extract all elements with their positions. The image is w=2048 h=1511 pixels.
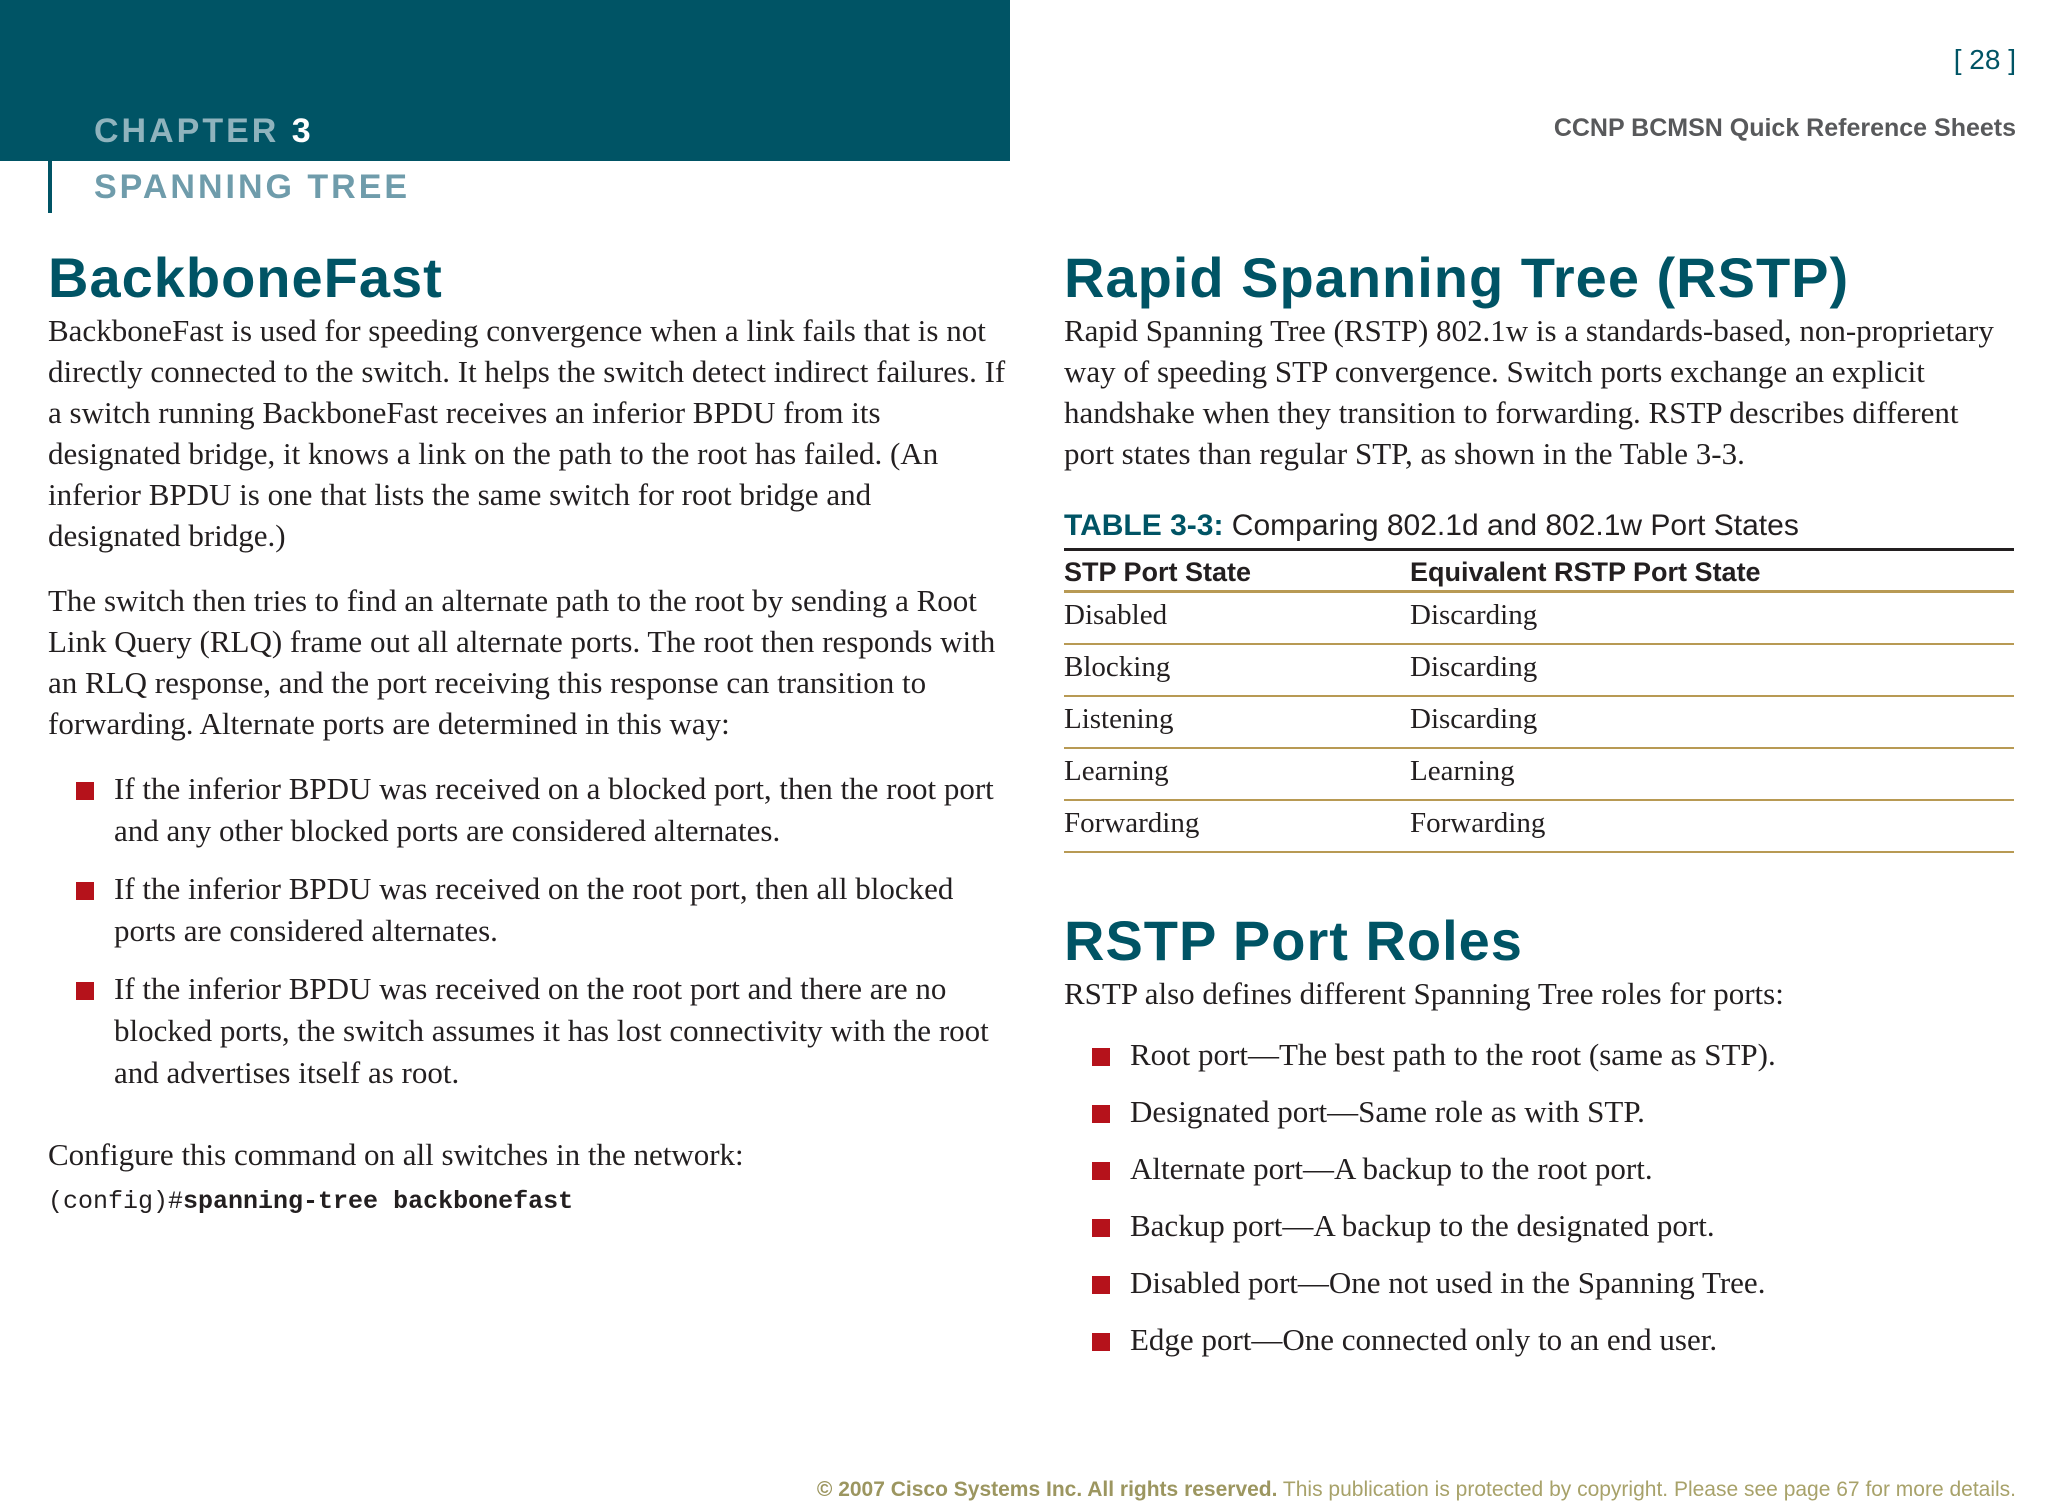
bullet-square-icon: [76, 982, 94, 1000]
left-column: [48, 246, 1008, 1219]
bullet-square-icon: [1092, 1105, 1110, 1123]
chapter-word: CHAPTER: [94, 112, 280, 150]
alternate-ports-list: [76, 768, 1008, 1094]
table-caption: [1064, 508, 2014, 544]
backbonefast-rlq: The switch then tries to find an alternate path to the root by sending a Root Link Query (RLQ) frame out all alternate ports. The root then responds with an RLQ response, and the port receiving this response can transition to forwarding. Alternate ports are determined in this way:: [48, 583, 996, 741]
bullet-square-icon: [1092, 1219, 1110, 1237]
copyright-text: © 2007 Cisco Systems Inc. All rights reserved.: [816, 1478, 1278, 1501]
rstp-roles-intro: RSTP also defines different Spanning Tree roles for ports:: [1064, 975, 1784, 1011]
list-item: Backup port—A backup to the designated port.: [1092, 1205, 2014, 1247]
rstp-heading: Rapid Spanning Tree (RSTP): [1064, 246, 1850, 309]
chapter-label: [94, 112, 314, 151]
bullet-square-icon: [1092, 1162, 1110, 1180]
list-item: Edge port—One connected only to an end user.: [1092, 1319, 2014, 1361]
table-title: Comparing 802.1d and 802.1w Port States: [1231, 509, 1799, 542]
table-row: Listening Discarding: [1064, 696, 2014, 748]
bullet-square-icon: [1092, 1048, 1110, 1066]
table-row: Blocking Discarding: [1064, 644, 2014, 696]
list-item: If the inferior BPDU was received on the root port and there are no blocked ports, the switch assumes it has lost connectivity with the root and advertises itself as root.: [76, 968, 1008, 1094]
header-divider: [48, 0, 52, 213]
book-title: CCNP BCMSN Quick Reference Sheets: [1553, 114, 2016, 142]
list-item: Disabled port—One not used in the Spanning Tree.: [1092, 1262, 2014, 1304]
table-row: Forwarding Forwarding: [1064, 800, 2014, 852]
chapter-number: 3: [291, 112, 314, 150]
port-roles-list: [1092, 1034, 2014, 1361]
rstp-roles-heading: RSTP Port Roles: [1064, 908, 1523, 972]
bullet-square-icon: [1092, 1333, 1110, 1351]
copyright-notice: This publication is protected by copyright. Please see page 67 for more details.: [1277, 1478, 2016, 1501]
list-item: If the inferior BPDU was received on the root port, then all blocked ports are considered alternates.: [76, 868, 1008, 952]
backbonefast-intro: BackboneFast is used for speeding convergence when a link fails that is not directly connected to the switch. It helps the switch detect indirect failures. If a switch running BackboneFast receives an inferior BPDU from its designated bridge, it knows a link on the path to the root has failed. (An inferior BPDU is one that lists the same switch for root bridge and designated bridge.): [48, 313, 1006, 553]
list-item: Alternate port—A backup to the root port.: [1092, 1148, 2014, 1190]
chapter-title: SPANNING TREE: [94, 168, 411, 206]
bullet-square-icon: [76, 882, 94, 900]
column-header: Equivalent RSTP Port State: [1410, 550, 2014, 592]
right-column: [1064, 246, 2014, 1376]
table-header-row: [1064, 550, 2014, 592]
rstp-intro: Rapid Spanning Tree (RSTP) 802.1w is a standards-based, non-proprietary way of speeding STP convergence. Switch ports exchange an explicit handshake when they transition to forwarding. RSTP describes different port states than regular STP, as shown in the Table 3-3.: [1064, 313, 1994, 471]
table-row: Learning Learning: [1064, 748, 2014, 800]
list-item: Designated port—Same role as with STP.: [1092, 1091, 2014, 1133]
config-command: (config)#spanning-tree backbonefast: [48, 1187, 574, 1216]
bullet-square-icon: [1092, 1276, 1110, 1294]
column-header: STP Port State: [1064, 550, 1410, 592]
configure-text: Configure this command on all switches in the network:: [48, 1137, 744, 1172]
port-states-table: [1064, 548, 2014, 853]
backbonefast-heading: BackboneFast: [48, 246, 443, 309]
copyright-footer: [817, 1478, 2016, 1502]
list-item: Root port—The best path to the root (same as STP).: [1092, 1034, 2014, 1076]
table-label: TABLE 3-3:: [1064, 509, 1224, 542]
page-number: [ 28 ]: [1953, 44, 2016, 75]
list-item: If the inferior BPDU was received on a blocked port, then the root port and any other blocked ports are considered alternates.: [76, 768, 1008, 852]
table-row: Disabled Discarding: [1064, 592, 2014, 644]
bullet-square-icon: [76, 782, 94, 800]
